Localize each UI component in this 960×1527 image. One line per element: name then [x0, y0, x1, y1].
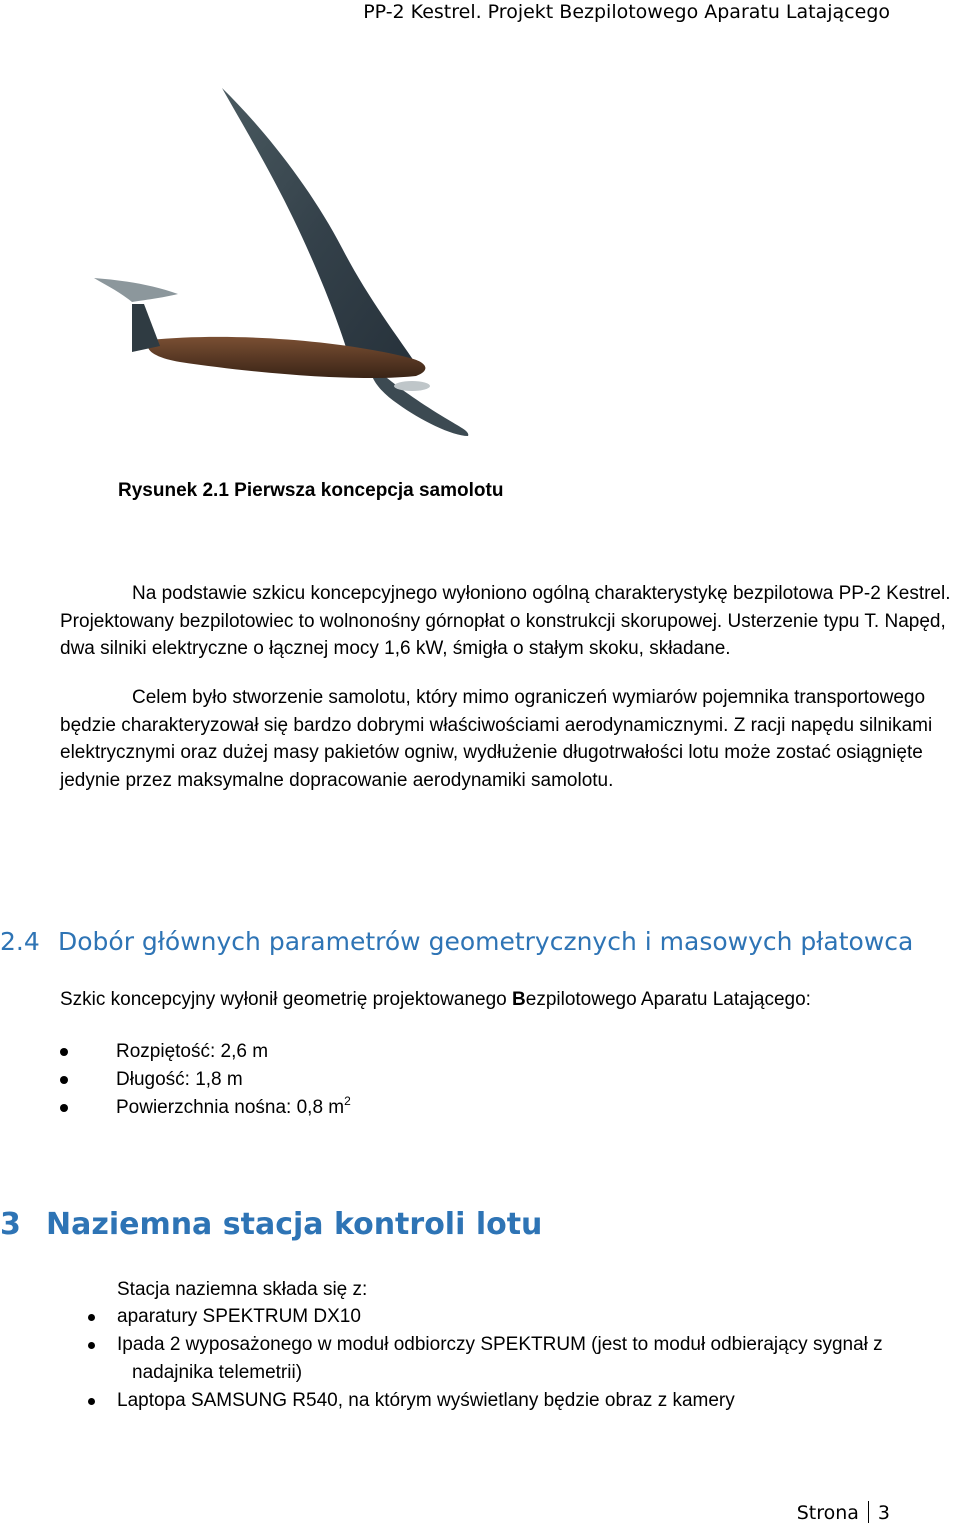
bullet-icon [60, 1076, 68, 1084]
engine-pod [394, 381, 430, 391]
list-item [60, 1094, 351, 1122]
bullet-icon [88, 1398, 95, 1405]
list-item-text: Ipada 2 wyposażonego w moduł odbiorczy SPEKTRUM (jest to moduł odbierający sygnał z [117, 1334, 883, 1355]
horizontal-tail [94, 278, 178, 302]
list-item [88, 1303, 948, 1331]
aircraft-concept-figure [80, 70, 560, 450]
intro-text: Szkic koncepcyjny wyłonił geometrię projektowanego [60, 989, 513, 1010]
list-item [60, 1038, 351, 1066]
intro-bold-letter: B [512, 989, 526, 1010]
bullet-icon [60, 1104, 68, 1112]
aircraft-render [80, 70, 560, 450]
station-intro: Stacja naziemna składa się z: [117, 1279, 368, 1300]
vertical-tail [132, 304, 160, 352]
intro-text-rest: ezpilotowego Aparatu Latającego: [525, 989, 811, 1010]
parameter-list [60, 1038, 351, 1122]
paragraph [60, 580, 960, 663]
section-heading [0, 925, 960, 959]
footer-label: Strona [796, 1502, 859, 1524]
page-header: PP-2 Kestrel. Projekt Bezpilotowego Aparatu Latającego [363, 1, 890, 23]
paragraph-text: Na podstawie szkicu koncepcyjnego wyłoniono ogólną charakterystykę bezpilotowa PP-2 Kestrel. Projektowany bezpilotowiec to wolnonośny górnopłat o konstrukcji skorupowej. Usterzenie typu T. Napęd, dwa silniki elektryczne o łącznej mocy 1,6 kW, śmigła o stałym skoku, składane. [60, 583, 951, 659]
footer-divider [868, 1501, 869, 1523]
paragraph-text: Celem było stworzenie samolotu, który mimo ograniczeń wymiarów pojemnika transportowego będzie charakteryzował się bardzo dobrymi właściwościami aerodynamicznymi. Z racji napędu silnikami elektrycznymi oraz dużej masy pakietów ogniw, wydłużenie długotrwałości lotu może zostać osiągnięte jedynie przez maksymalne dopracowanie aerodynamiki samolotu. [60, 687, 933, 791]
list-item-text: aparatury SPEKTRUM DX10 [117, 1306, 361, 1327]
upper-wing [222, 88, 420, 370]
chapter-title: Naziemna stacja kontroli lotu [46, 1207, 543, 1242]
list-item-text: Rozpiętość: 2,6 m [116, 1041, 269, 1062]
chapter-heading [0, 1204, 542, 1246]
station-list [88, 1303, 948, 1415]
section-number: 2.4 [0, 927, 40, 956]
list-item [88, 1331, 948, 1387]
section-intro [60, 987, 811, 1013]
section-title: Dobór głównych parametrów geometrycznych i masowych płatowca [58, 927, 914, 956]
list-item-text: Laptopa SAMSUNG R540, na którym wyświetlany będzie obraz z kamery [117, 1390, 735, 1411]
list-item [88, 1387, 948, 1415]
list-item-continuation: nadajnika telemetrii) [132, 1362, 303, 1383]
chapter-number: 3 [0, 1207, 21, 1242]
page-footer [797, 1500, 890, 1526]
bullet-icon [88, 1342, 95, 1349]
bullet-icon [88, 1314, 95, 1321]
figure-caption: Rysunek 2.1 Pierwsza koncepcja samolotu [118, 480, 504, 501]
bullet-icon [60, 1048, 68, 1056]
page-number: 3 [877, 1502, 890, 1524]
list-item-text: Długość: 1,8 m [116, 1069, 243, 1090]
list-item [60, 1066, 351, 1094]
paragraph [60, 684, 960, 794]
list-item-text: Powierzchnia nośna: 0,8 m [116, 1097, 345, 1118]
superscript: 2 [344, 1094, 351, 1108]
